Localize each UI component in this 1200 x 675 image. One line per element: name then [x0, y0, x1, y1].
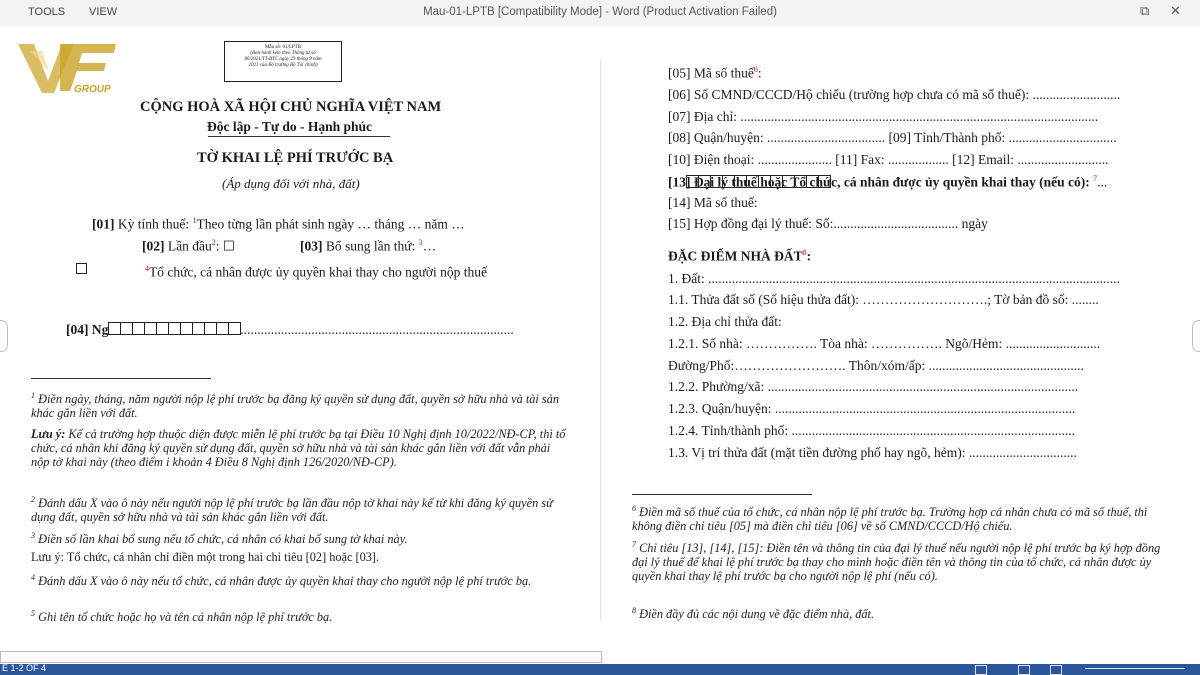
land-line-1-1[interactable]: 1.1. Thửa đất số (Số hiệu thửa đất): ……………………….; Tờ bản đồ số: ........ [668, 292, 1099, 307]
prev-page-arrow[interactable] [0, 320, 8, 352]
field-03[interactable] [300, 238, 436, 255]
next-page-arrow[interactable] [1192, 320, 1200, 352]
form-subtitle: (Áp dụng đối với nhà, đất) [222, 176, 360, 191]
footnote-text: Đánh dấu X vào ô này nếu người nộp lệ phí trước bạ lần đầu nộp tờ khai này kể từ khi đăng ký quyền sử dụng đất, quyền sở hữu nhà và tài sản khác gắn liền với đất. [31, 496, 553, 525]
footnote-text: Kể cả trường hợp thuộc diện được miễn lệ phí trước bạ tại Điều 10 Nghị định 10/2022/NĐ-CP, thì tổ chức, cá nhân khi đăng ký quyền sử dụng đất, quyền sở hữu nhà và tài sản khác gắn liền với đất vẫn phải nộp tờ khai này (theo điểm i khoản 4 Điều 8 Nghị định 126/2020/NĐ-CP). [31, 427, 566, 469]
footnote-ref: 2 [211, 238, 216, 247]
footnote-3-note: Lưu ý: Tổ chức, cá nhân chỉ điền một trong hai chỉ tiêu [02] hoặc [03]. [31, 550, 380, 564]
footnote-3 [31, 529, 571, 546]
agent-checkbox[interactable] [76, 262, 87, 278]
land-line-1-2: 1.2. Địa chỉ thửa đất: [668, 314, 782, 329]
land-line-1-2-1[interactable]: 1.2.1. Số nhà: ……………. Tòa nhà: ……………. Ngõ/Hẻm: ............................ [668, 336, 1101, 351]
form-code-box [224, 41, 342, 82]
footnote-6 [632, 502, 1172, 533]
form-code-line: Mẫu số: 01/LPTB [264, 45, 302, 50]
footnote-text: Điền đầy đủ các nội dung về đặc điểm nhà, đất. [636, 607, 875, 622]
form-code-line: 80/2021/TT-BTC ngày 29 tháng 9 năm [244, 57, 322, 62]
web-layout-icon[interactable] [1050, 665, 1062, 675]
form-code-line: (Ban hành kèm theo Thông tư số [250, 51, 316, 56]
footnote-number: 1 [31, 391, 35, 400]
land-line-1-2-4[interactable]: 1.2.4. Tỉnh/thành phố: .................................................................................... [668, 423, 1075, 438]
footnote-ref: 3 [418, 238, 423, 247]
field-13-tail: ... [1097, 174, 1108, 190]
field-04-dots: ................................................................................. [240, 322, 514, 337]
footnote-separator [31, 378, 211, 379]
land-line-1[interactable]: 1. Đất: .......................................................................................................................... [668, 271, 1120, 286]
title-bar [0, 0, 1200, 26]
footnote-ref: 4 [145, 264, 149, 273]
footnote-number: 4 [31, 573, 35, 582]
field-04-code: [04] Ng [66, 322, 109, 337]
footnote-text: Điền ngày, tháng, năm người nộp lệ phí trước bạ đăng ký quyền sử dụng đất, quyền sở hữu nhà và tài sản khác gắn liền với đất. [31, 392, 559, 421]
footnote-number: 7 [632, 540, 636, 549]
page-indicator[interactable]: E 1-2 OF 4 [2, 663, 47, 673]
field-02-checkbox[interactable]: : ☐ [215, 238, 235, 254]
field-10-12[interactable]: [10] Điện thoại: ...................... [11] Fax: .................. [12] Email: ........................... [668, 152, 1109, 167]
field-05-label: [05] Mã số thuế [668, 65, 754, 81]
restore-icon[interactable]: ⧉ [1140, 3, 1150, 18]
field-04[interactable] [66, 322, 514, 338]
close-icon[interactable]: ✕ [1170, 3, 1181, 18]
garbled-glyphs [686, 174, 830, 192]
field-03-value: … [422, 238, 437, 254]
national-title: CỘNG HOÀ XÃ HỘI CHỦ NGHĨA VIỆT NAM [140, 99, 442, 115]
field-15[interactable]: [15] Hợp đồng đại lý thuế: Số:..................................... ngày [668, 216, 988, 231]
zoom-slider[interactable] [1085, 668, 1185, 669]
footnote-number: 3 [31, 531, 35, 540]
footnote-1 [31, 389, 571, 420]
note-label: Lưu ý: [31, 427, 66, 441]
footnote-text: Chỉ tiêu [13], [14], [15]: Điền tên và thông tin của đại lý thuế nếu người nộp lệ phí trước bạ ký hợp đồng đại lý thuế để khai lệ phí trước bạ thay cho mình hoặc điền tên và thông tin của tổ chức, cá nhân được ủy quyền khai thay lệ phí trước bạ cho người nộp lệ phí (nếu có). [632, 541, 1161, 584]
field-05[interactable] [668, 65, 762, 82]
field-01-value: Theo từng lần phát sinh ngày … tháng … năm … [196, 216, 465, 232]
page-left [0, 26, 600, 650]
footnote-7 [632, 538, 1172, 583]
section-tail: : [806, 248, 812, 264]
vtf-logo [16, 41, 121, 101]
field-02-label: Lần đầu [164, 238, 212, 254]
page-right [601, 26, 1200, 650]
field-05-tail: : [757, 65, 762, 81]
field-02-code: [02] [142, 238, 165, 254]
garbled-glyphs [108, 322, 240, 337]
agent-text: Tổ chức, cá nhân được ủy quyền khai thay cho người nộp thuế [149, 264, 488, 280]
land-line-1-2-3[interactable]: 1.2.3. Quận/huyện: ......................................................................................... [668, 401, 1076, 416]
land-line-1-3[interactable]: 1.3. Vị trí thửa đất (mặt tiền đường phố hay ngõ, hẻm): ................................ [668, 445, 1077, 460]
motto: Độc lập - Tự do - Hạnh phúc [207, 119, 373, 134]
land-line-1-2-2[interactable]: 1.2.2. Phường/xã: ............................................................................................ [668, 379, 1079, 394]
field-07[interactable]: [07] Địa chỉ: .......................................................................................................... [668, 109, 1099, 124]
footnote-5 [31, 607, 571, 624]
field-14[interactable]: [14] Mã số thuế: [668, 195, 758, 210]
footnote-ref: 8 [802, 248, 807, 257]
footnote-separator [632, 494, 812, 495]
footnote-8 [632, 604, 1172, 621]
field-01-code: [01] [92, 216, 115, 232]
footnote-ref: 7 [1093, 174, 1098, 183]
horizontal-scrollbar[interactable] [0, 651, 602, 663]
logo-text: GROUP [74, 84, 111, 95]
field-01[interactable] [92, 216, 465, 233]
field-13-label: [13] Đại lý thuế hoặc Tổ chức, cá nhân được ủy quyền khai thay (nếu có): [668, 174, 1094, 190]
field-06[interactable]: [06] Số CMND/CCCD/Hộ chiếu (trường hợp chưa có mã số thuế): .......................... [668, 87, 1121, 102]
agent-label [145, 264, 487, 281]
footnote-number: 8 [632, 606, 636, 615]
read-mode-icon[interactable] [975, 665, 987, 675]
footnote-number: 5 [31, 609, 35, 618]
footnote-number: 6 [632, 504, 636, 513]
footnote-ref: 1 [192, 216, 197, 225]
field-08-09[interactable]: [08] Quận/huyện: ................................... [09] Tỉnh/Thành phố: ................................ [668, 130, 1117, 145]
print-layout-icon[interactable] [1018, 665, 1030, 675]
footnote-text: Điền số lần khai bổ sung nếu tổ chức, cá nhân có khai bổ sung tờ khai này. [35, 532, 408, 547]
window-title: Mau-01-LPTB [Compatibility Mode] - Word (Product Activation Failed) [423, 6, 777, 18]
field-03-code: [03] [300, 238, 323, 254]
status-bar [0, 664, 1200, 675]
land-line-street[interactable]: Đường/Phố:……………………. Thôn/xóm/ấp: .............................................. [668, 358, 1084, 373]
footnote-text: Điền mã số thuế của tổ chức, cá nhân nộp lệ phí trước bạ. Trường hợp cá nhân chưa có mã số thuế, thì không điền chỉ tiêu [05] mà điền chỉ tiêu [06] về số CMND/CCCD/Hộ chiếu. [632, 505, 1148, 534]
field-02[interactable] [142, 238, 235, 255]
footnote-4 [31, 571, 571, 588]
menu-view[interactable]: VIEW [89, 6, 118, 18]
field-01-label: Kỳ tính thuế: [114, 216, 193, 232]
section-title [668, 248, 811, 265]
footnote-ref: 6 [753, 65, 758, 74]
footnote-text: Ghi tên tổ chức hoặc họ và tên cá nhân nộp lệ phí trước bạ. [35, 610, 333, 625]
field-03-label: Bổ sung lần thứ: [322, 238, 419, 254]
section-text: ĐẶC ĐIỂM NHÀ ĐẤT [668, 248, 803, 264]
footnote-number: 2 [31, 495, 35, 504]
footnote-text: Đánh dấu X vào ô này nếu tổ chức, cá nhân được ủy quyền khai thay cho người nộp lệ phí trước bạ. [35, 574, 532, 589]
checkbox-icon[interactable] [76, 263, 87, 274]
form-title: TỜ KHAI LỆ PHÍ TRƯỚC BẠ [197, 150, 394, 166]
footnote-2 [31, 493, 571, 524]
form-code-line: 2021 của Bộ trưởng Bộ Tài chính) [248, 63, 318, 68]
menu-tools[interactable]: TOOLS [28, 6, 66, 18]
footnote-note [31, 427, 571, 469]
motto-underline [208, 136, 390, 137]
